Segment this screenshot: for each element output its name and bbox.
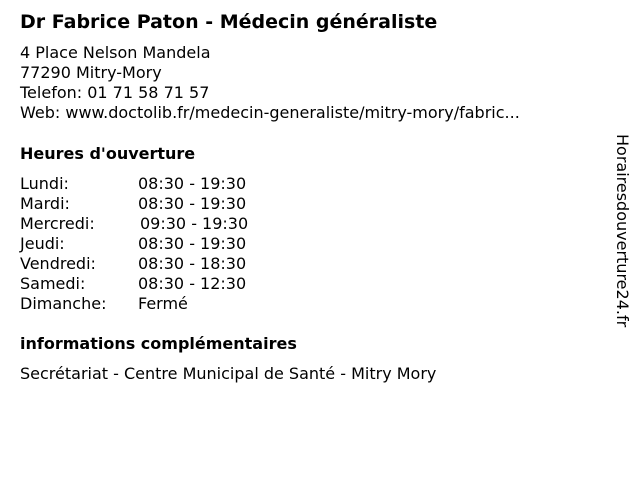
city-postal-code: 77290 Mitry-Mory xyxy=(20,63,162,82)
additional-info-text: Secrétariat - Centre Municipal de Santé - Mitry Mory xyxy=(20,364,437,383)
hours-row-thursday xyxy=(20,234,320,254)
hours-row-wednesday xyxy=(20,214,320,234)
site-watermark: Horairesdouverture24.fr xyxy=(613,134,632,328)
address-block xyxy=(20,43,520,123)
day-label: Lundi: xyxy=(20,174,69,193)
phone-number: Telefon: 01 71 58 71 57 xyxy=(20,83,210,102)
day-label: Mercredi: xyxy=(20,214,95,233)
additional-info-heading: informations complémentaires xyxy=(20,334,297,353)
day-label: Mardi: xyxy=(20,194,70,213)
hours-value: Fermé xyxy=(138,294,188,313)
hours-row-sunday xyxy=(20,294,320,314)
page-title: Dr Fabrice Paton - Médecin généraliste xyxy=(20,11,438,33)
hours-value: 08:30 - 19:30 xyxy=(138,234,247,253)
day-label: Dimanche: xyxy=(20,294,107,313)
hours-row-saturday xyxy=(20,274,320,294)
website-url: Web: www.doctolib.fr/medecin-generaliste/mitry-mory/fabric... xyxy=(20,103,520,122)
opening-hours-table xyxy=(20,174,320,314)
day-label: Jeudi: xyxy=(20,234,65,253)
street-address: 4 Place Nelson Mandela xyxy=(20,43,211,62)
hours-value: 08:30 - 19:30 xyxy=(138,194,247,213)
hours-row-tuesday xyxy=(20,194,320,214)
hours-value: 08:30 - 12:30 xyxy=(138,274,247,293)
hours-row-friday xyxy=(20,254,320,274)
hours-value: 09:30 - 19:30 xyxy=(140,214,249,233)
hours-value: 08:30 - 19:30 xyxy=(138,174,247,193)
day-label: Samedi: xyxy=(20,274,86,293)
opening-hours-heading: Heures d'ouverture xyxy=(20,144,196,163)
day-label: Vendredi: xyxy=(20,254,96,273)
hours-row-monday xyxy=(20,174,320,194)
hours-value: 08:30 - 18:30 xyxy=(138,254,247,273)
